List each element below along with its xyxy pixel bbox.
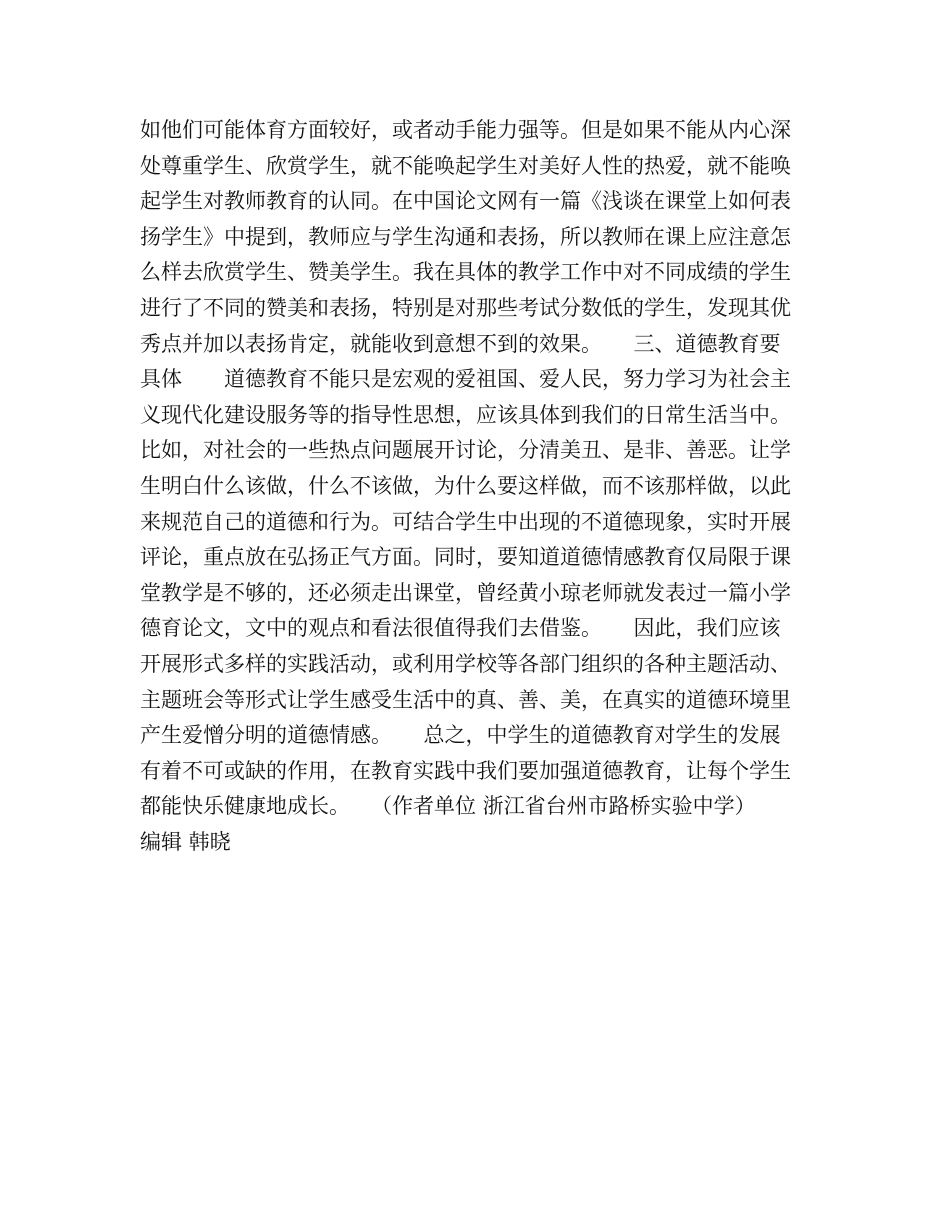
text-line: 开展形式多样的实践活动，或利用学校等各部门组织的各种主题活动、 (140, 651, 791, 676)
text-line: 都能快乐健康地成长。 （作者单位 浙江省台州市路桥实验中学） (140, 794, 756, 819)
text-line: 秀点并加以表扬肯定，就能收到意想不到的效果。 三、道德教育要 (140, 331, 781, 356)
text-line: 来规范自己的道德和行为。可结合学生中出现的不道德现象，实时开展 (140, 509, 791, 534)
text-line: 评论，重点放在弘扬正气方面。同时，要知道道德情感教育仅局限于课 (140, 545, 791, 570)
text-line: 起学生对教师教育的认同。在中国论文网有一篇《浅谈在课堂上如何表 (140, 189, 791, 214)
text-line: 主题班会等形式让学生感受生活中的真、善、美，在真实的道德环境里 (140, 687, 791, 712)
text-line: 堂教学是不够的，还必须走出课堂，曾经黄小琼老师就发表过一篇小学 (140, 580, 791, 605)
body-text (140, 113, 820, 860)
text-line: 生明白什么该做，什么不该做，为什么要这样做，而不该那样做，以此 (140, 473, 791, 498)
editor-line: 编辑 韩晓 (140, 829, 231, 854)
text-line: 比如，对社会的一些热点问题展开讨论，分清美丑、是非、善恶。让学 (140, 438, 791, 463)
text-line: 如他们可能体育方面较好，或者动手能力强等。但是如果不能从内心深 (140, 118, 791, 142)
text-line: 进行了不同的赞美和表扬，特别是对那些考试分数低的学生，发现其优 (140, 295, 791, 320)
text-line: 扬学生》中提到，教师应与学生沟通和表扬，所以教师在课上应注意怎 (140, 224, 791, 249)
text-line: 具体 道德教育不能只是宏观的爱祖国、爱人民，努力学习为社会主 (140, 367, 791, 392)
text-line: 产生爱憎分明的道德情感。 总之，中学生的道德教育对学生的发展 (140, 723, 781, 748)
text-line: 有着不可或缺的作用，在教育实践中我们要加强道德教育，让每个学生 (140, 758, 791, 783)
text-line: 么样去欣赏学生、赞美学生。我在具体的教学工作中对不同成绩的学生 (140, 260, 791, 285)
text-line: 处尊重学生、欣赏学生，就不能唤起学生对美好人性的热爱，就不能唤 (140, 153, 791, 178)
text-line: 德育论文，文中的观点和看法很值得我们去借鉴。 因此，我们应该 (140, 616, 781, 641)
text-line: 义现代化建设服务等的指导性思想，应该具体到我们的日常生活当中。 (140, 402, 791, 427)
